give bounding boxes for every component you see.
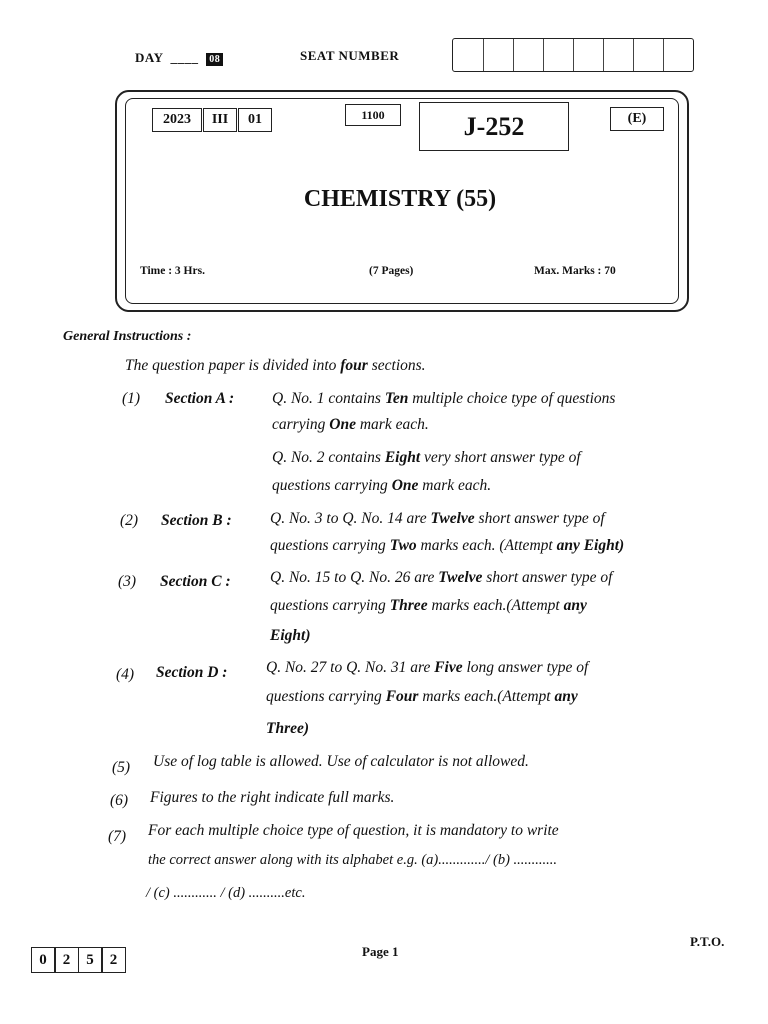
instruction-7-line: / (c) ............ / (d) ..........etc. [146,885,306,901]
seat-number-label: SEAT NUMBER [300,48,400,63]
paper-code: J-252 [419,102,569,151]
section-a-line: Q. No. 2 contains Eight very short answer type of [272,449,581,466]
page-number: Page 1 [362,944,399,959]
item-number: (4) [116,666,135,683]
instruction-7-line: For each multiple choice type of question, it is mandatory to write [148,822,559,839]
code-digit: 2 [101,947,126,973]
item-number: (7) [108,828,127,845]
instruction-6: Figures to the right indicate full marks. [150,789,395,806]
section-a-line: questions carrying One mark each. [272,477,492,494]
item-number: (2) [120,512,139,529]
section-b-line: questions carrying Two marks each. (Attempt any Eight) [270,537,625,554]
day-field [135,50,223,66]
seat-number-box [452,38,694,72]
day-label: DAY [135,50,163,65]
paper-year: 2023 [152,108,202,132]
item-number: (3) [118,573,137,590]
paper-medium: (E) [610,107,664,131]
instruction-7-line: the correct answer along with its alphabet e.g. (a)............./ (b) ............ [148,852,558,868]
section-b-label: Section B : [161,512,232,529]
item-number: (6) [110,792,129,809]
day-value: 08 [206,53,223,66]
code-digit: 0 [31,947,56,973]
paper-code-box [32,947,126,973]
paper-day: 01 [238,108,272,132]
section-c-label: Section C : [160,573,231,590]
item-number: (5) [112,759,131,776]
section-d-line: Three) [266,720,310,737]
instruction-5: Use of log table is allowed. Use of calculator is not allowed. [153,753,529,770]
instructions-intro: The question paper is divided into four sections. [125,357,426,374]
section-a-line: carrying One mark each. [272,416,429,433]
code-digit: 5 [78,947,103,973]
section-c-line: Q. No. 15 to Q. No. 26 are Twelve short answer type of [270,569,613,586]
page-count: (7 Pages) [369,265,414,277]
subject-title: CHEMISTRY (55) [303,186,497,212]
paper-time-code: 1100 [345,104,401,126]
section-c-line: Eight) [270,627,311,644]
max-marks: Max. Marks : 70 [534,265,616,277]
section-b-line: Q. No. 3 to Q. No. 14 are Twelve short answer type of [270,510,605,527]
section-d-line: Q. No. 27 to Q. No. 31 are Five long answer type of [266,659,589,676]
section-d-line: questions carrying Four marks each.(Attempt any [266,688,578,705]
item-number: (1) [122,390,141,407]
duration: Time : 3 Hrs. [140,265,205,277]
section-c-line: questions carrying Three marks each.(Attempt any [270,597,587,614]
day-underline: ____ [166,50,199,65]
pto-label: P.T.O. [690,934,725,949]
section-a-label: Section A : [165,390,235,407]
section-a-line: Q. No. 1 contains Ten multiple choice type of questions [272,390,616,407]
instructions-title: General Instructions : [63,329,192,344]
section-d-label: Section D : [156,664,228,681]
code-digit: 2 [54,947,79,973]
paper-month: III [203,108,237,132]
